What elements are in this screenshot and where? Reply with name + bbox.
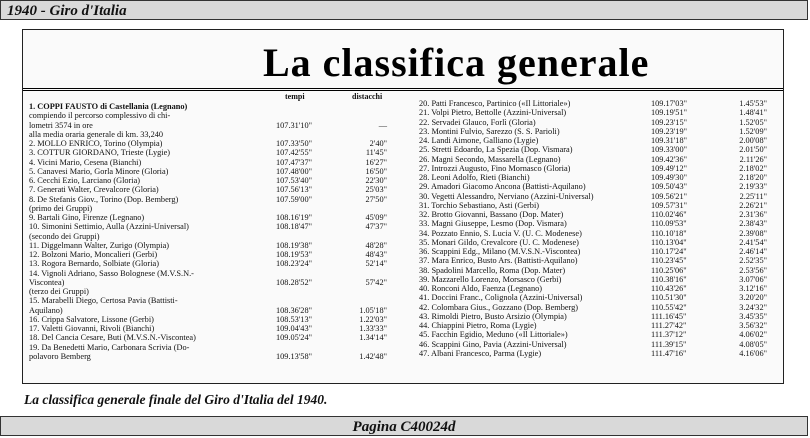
rider-entry: 31. Torchio Sebastiano, Asti (Gerbi) <box>419 200 540 210</box>
column-header-distacchi: distacchi <box>352 92 383 101</box>
rider-entry: (terzo dei Gruppi) <box>29 287 89 296</box>
rider-entry: 6. Cecchi Ezio, Larciano (Gloria) <box>29 176 141 185</box>
standings-row <box>419 275 779 284</box>
standings-row <box>29 195 411 204</box>
standings-row <box>419 145 779 154</box>
total-time: 107.56'13" <box>276 185 312 195</box>
total-time: 107.48'00" <box>276 166 312 176</box>
time-gap: 2.00'08" <box>739 136 767 145</box>
total-time: 109.05'24" <box>276 333 312 343</box>
total-time: 108.19'38" <box>276 240 312 250</box>
time-gap: 2.38'43" <box>739 219 767 229</box>
rider-entry: 15. Marabelli Diego, Certosa Pavia (Battisti- <box>29 296 178 306</box>
photo-caption: La classifica generale finale del Giro d'Italia del 1940. <box>24 392 328 407</box>
standings-row <box>29 130 411 139</box>
time-gap: 3.56'32" <box>739 321 767 330</box>
rider-entry: 27. Introzzi Augusto, Fino Mornasco (Gloria) <box>419 163 571 173</box>
time-gap: 1.33'33" <box>359 324 387 333</box>
time-gap: 25'03" <box>365 185 387 195</box>
total-time: 111.16'45" <box>651 311 687 321</box>
total-time: 111.47'16" <box>651 348 687 358</box>
rider-entry: 22. Servadei Glauco, Forlì (Gloria) <box>419 117 536 127</box>
rider-entry: 18. Del Cancia Cesare, Buti (M.V.S.N.-Viscontea) <box>29 333 196 343</box>
standings-row <box>419 182 779 191</box>
rider-entry: 16. Crippa Salvatore, Lissone (Gerbi) <box>29 314 154 324</box>
rider-entry: 40. Ronconi Aldo, Faenza (Legnano) <box>419 284 543 293</box>
time-gap: 1.45'53" <box>739 99 767 108</box>
total-time: 109.49'30" <box>651 173 687 182</box>
time-gap: 52'14" <box>365 259 387 269</box>
page-footer-label: Pagina C40024d <box>352 419 456 435</box>
rider-entry: 5. Canavesi Mario, Gorla Minore (Gloria) <box>29 166 169 176</box>
standings-row <box>29 296 411 305</box>
time-gap: 2.53'56" <box>739 265 767 275</box>
total-time: 109.23'15" <box>651 117 687 127</box>
total-time: 111.27'42" <box>651 321 687 330</box>
total-time: 110.51'30" <box>651 293 687 303</box>
time-gap: 2.39'08" <box>739 228 767 238</box>
time-gap: 1.05'18" <box>359 305 387 315</box>
standings-row <box>29 185 411 194</box>
standings-right-column <box>419 99 779 358</box>
rider-entry: 45. Facchin Egidio, Meduno («Il Littoriale») <box>419 330 568 340</box>
rider-entry: Viscontea) <box>29 277 65 287</box>
rider-entry: 41. Doccini Franc., Colignola (Azzini-Universal) <box>419 293 583 303</box>
time-gap: 16'27" <box>365 157 387 167</box>
standings-row <box>29 306 411 315</box>
total-time: 108.16'19" <box>276 213 312 222</box>
time-gap: 3.24'32" <box>739 302 767 312</box>
rider-entry: polavoro Bemberg <box>29 351 91 361</box>
standings-row <box>419 99 779 108</box>
time-gap: 2.11'26" <box>739 154 767 164</box>
standings-row <box>29 343 411 352</box>
total-time: 110.43'26" <box>651 284 687 293</box>
rider-entry: 12. Bolzoni Mario, Moncalieri (Gerbi) <box>29 250 158 259</box>
time-gap: 48'28" <box>365 240 387 250</box>
total-time: 107.47'37" <box>276 157 312 167</box>
rider-entry: 42. Colombara Gius., Gozzano (Dop. Bemberg) <box>419 302 579 312</box>
page-header-title: 1940 - Giro d'Italia <box>7 3 127 19</box>
rider-entry: (secondo dei Gruppi) <box>29 231 100 241</box>
time-gap: 2.52'35" <box>739 256 767 266</box>
column-header-tempi: tempi <box>285 92 305 101</box>
total-time: 110.17'24" <box>651 247 687 256</box>
standings-row <box>29 250 411 259</box>
rider-entry: 4. Vicini Mario, Cesena (Bianchi) <box>29 157 142 167</box>
standings-row <box>29 204 411 213</box>
standings-row <box>29 158 411 167</box>
standings-row <box>419 284 779 293</box>
rider-entry: 2. MOLLO ENRICO, Torino (Olympia) <box>29 139 163 148</box>
total-time: 109.42'36" <box>651 154 687 164</box>
total-time: 110.23'45" <box>651 256 687 266</box>
time-gap: 2.19'33" <box>739 182 767 192</box>
standings-row <box>419 321 779 330</box>
standings-row <box>419 229 779 238</box>
standings-row <box>419 312 779 321</box>
rider-entry: 33. Magni Giuseppe, Lesmo (Dop. Vismara) <box>419 219 567 229</box>
standings-row <box>419 210 779 219</box>
time-gap: 27'50" <box>365 194 387 204</box>
time-gap: 3.20'20" <box>739 293 767 303</box>
standings-row <box>29 213 411 222</box>
time-gap: — <box>378 120 387 130</box>
standings-row <box>419 256 779 265</box>
standings-row <box>419 238 779 247</box>
time-gap: 2.41'54" <box>739 237 767 247</box>
headline-rule <box>23 88 783 91</box>
rider-entry: 28. Leoni Adolfo, Rieti (Bianchi) <box>419 173 530 182</box>
time-gap: 4.06'02" <box>739 330 767 340</box>
rider-entry: 26. Magni Secondo, Massarella (Legnano) <box>419 154 561 164</box>
total-time: 109.50'43" <box>651 182 687 192</box>
standings-row <box>419 173 779 182</box>
rider-entry: 9. Bartali Gino, Firenze (Legnano) <box>29 213 145 222</box>
rider-entry: compiendo il percorso complessivo di chi- <box>29 111 171 121</box>
time-gap: 2.18'02" <box>739 163 767 173</box>
rider-entry: alla media oraria generale di km. 33,240 <box>29 129 164 139</box>
standings-row <box>29 167 411 176</box>
standings-row <box>419 247 779 256</box>
rider-entry: 8. De Stefanis Giov., Torino (Dop. Bemberg) <box>29 194 179 204</box>
time-gap: 1.52'09" <box>739 126 767 136</box>
standings-row <box>29 222 411 231</box>
time-gap: 2.25'11" <box>739 191 767 201</box>
rider-entry: 20. Patti Francesco, Partinico («Il Littoriale») <box>419 99 571 108</box>
rider-entry: lometri 3574 in ore <box>29 120 93 130</box>
standings-row <box>29 352 411 361</box>
standings-row <box>419 118 779 127</box>
time-gap: 3.07'06" <box>739 274 767 284</box>
total-time: 108.36'28" <box>276 305 312 315</box>
total-time: 108.18'47" <box>276 222 312 232</box>
standings-row <box>29 102 411 111</box>
rider-entry: 39. Mazzarello Lorenzo, Morsasco (Gerbi) <box>419 274 562 284</box>
time-gap: 2.26'21" <box>739 200 767 210</box>
standings-row <box>29 139 411 148</box>
time-gap: 2.46'14" <box>739 247 767 256</box>
total-time: 111.37'12" <box>651 330 687 340</box>
standings-row <box>419 108 779 117</box>
rider-entry: 3. COTTUR GIORDANO, Trieste (Lygie) <box>29 148 171 158</box>
total-time: 109.04'43" <box>276 324 312 333</box>
standings-row <box>419 155 779 164</box>
standings-row <box>419 349 779 358</box>
standings-row <box>29 278 411 287</box>
total-time: 108.23'24" <box>276 259 312 269</box>
time-gap: 1.22'03" <box>359 314 387 324</box>
standings-row <box>419 293 779 302</box>
standings-row <box>29 111 411 120</box>
rider-entry: 34. Pozzato Ennio, S. Lucia V. (U. C. Modenese) <box>419 228 582 238</box>
rider-entry: 17. Valetti Giovanni, Rivoli (Bianchi) <box>29 324 155 333</box>
total-time: 108.53'13" <box>276 314 312 324</box>
standings-row <box>419 192 779 201</box>
time-gap: 2.18'20" <box>739 173 767 182</box>
time-gap: 57'42" <box>365 277 387 287</box>
rider-entry: 13. Rogora Bernardo, Solbiate (Gloria) <box>29 259 159 269</box>
rider-entry: 36. Scappini Edg., Milano (M.V.S.N.-Viscontea) <box>419 247 581 256</box>
total-time: 109.33'00" <box>651 145 687 155</box>
total-time: 107.53'40" <box>276 176 312 185</box>
total-time: 110.09'53" <box>651 219 687 229</box>
total-time: 107.33'50" <box>276 139 312 148</box>
rider-entry: 11. Diggelmann Walter, Zurigo (Olympia) <box>29 240 170 250</box>
time-gap: 1.52'05" <box>739 117 767 127</box>
standings-row <box>29 324 411 333</box>
total-time: 110.25'06" <box>651 265 687 275</box>
rider-entry: 29. Amadori Giacomo Ancona (Battisti-Aquilano) <box>419 182 586 192</box>
standings-row <box>419 201 779 210</box>
standings-row <box>419 303 779 312</box>
time-gap: 4.16'06" <box>739 348 767 358</box>
rider-entry: 37. Mara Enrico, Busto Ars. (Battisti-Aquilano) <box>419 256 578 266</box>
newspaper-clipping <box>22 29 784 384</box>
page-header-bar <box>0 0 808 20</box>
total-time: 108.28'52" <box>276 277 312 287</box>
time-gap: 45'09" <box>365 213 387 222</box>
total-time: 111.39'15" <box>651 339 687 349</box>
time-gap: 1.34'14" <box>359 333 387 343</box>
standings-row <box>29 176 411 185</box>
rider-entry: 1. COPPI FAUSTO di Castellania (Legnano) <box>29 102 188 111</box>
total-time: 109.17'03" <box>651 99 687 108</box>
total-time: 109.19'51" <box>651 108 687 118</box>
time-gap: 48'43" <box>365 250 387 259</box>
standings-row <box>29 315 411 324</box>
total-time: 107.31'10" <box>276 120 312 130</box>
time-gap: 2.01'50" <box>739 145 767 155</box>
standings-row <box>29 148 411 157</box>
clipping-headline: La classifica generale <box>263 40 650 85</box>
time-gap: 1.42'48" <box>359 351 387 361</box>
total-time: 110.02'46" <box>651 210 687 219</box>
rider-entry: 10. Simonini Settimio, Aulla (Azzini-Universal) <box>29 222 189 232</box>
total-time: 107.59'00" <box>276 194 312 204</box>
time-gap: 16'50" <box>365 166 387 176</box>
total-time: 110.38'16" <box>651 274 687 284</box>
rider-entry: 47. Albani Francesco, Parma (Lygie) <box>419 348 542 358</box>
rider-entry: 7. Generati Walter, Crevalcore (Gloria) <box>29 185 159 195</box>
standings-row <box>419 136 779 145</box>
standings-row <box>29 269 411 278</box>
time-gap: 11'45" <box>365 148 387 158</box>
rider-entry: 44. Chiappini Pietro, Roma (Lygie) <box>419 321 537 330</box>
standings-row <box>29 241 411 250</box>
total-time: 109.56'21" <box>651 191 687 201</box>
standings-row <box>419 127 779 136</box>
time-gap: 2.31'36" <box>739 210 767 219</box>
time-gap: 3.12'16" <box>739 284 767 293</box>
standings-left-column <box>29 102 411 361</box>
total-time: 110.13'04" <box>651 237 687 247</box>
time-gap: 22'30" <box>365 176 387 185</box>
rider-entry: 19. Da Benedetti Mario, Carbonara Scrivia (Do- <box>29 342 190 352</box>
rider-entry: 25. Stretti Edoardo, La Spezia (Dop. Vismara) <box>419 145 573 155</box>
rider-entry: 23. Montini Fulvio, Sarezzo (S. S. Parioli) <box>419 126 560 136</box>
time-gap: 3.45'35" <box>739 311 767 321</box>
standings-row <box>419 219 779 228</box>
rider-entry: 38. Spadolini Marcello, Roma (Dop. Mater) <box>419 265 566 275</box>
total-time: 108.19'53" <box>276 250 312 259</box>
rider-entry: 30. Vegetti Alessandro, Nerviano (Azzini-Universal) <box>419 191 594 201</box>
total-time: 109.23'19" <box>651 126 687 136</box>
standings-row <box>29 232 411 241</box>
standings-row <box>419 340 779 349</box>
total-time: 110.10'18" <box>651 228 687 238</box>
time-gap: 47'37" <box>365 222 387 232</box>
total-time: 109.13'58" <box>276 351 312 361</box>
rider-entry: 21. Volpi Pietro, Bettolle (Azzini-Universal) <box>419 108 567 118</box>
rider-entry: 35. Monari Gildo, Crevalcore (U. C. Modenese) <box>419 237 579 247</box>
rider-entry: 32. Brotto Giovanni, Bassano (Dop. Mater) <box>419 210 564 219</box>
rider-entry: (primo dei Gruppi) <box>29 203 93 213</box>
total-time: 109.31'18" <box>651 136 687 145</box>
standings-row <box>419 164 779 173</box>
rider-entry: 43. Rimoldi Pietro, Busto Arsizio (Olympia) <box>419 311 567 321</box>
standings-row <box>29 121 411 130</box>
total-time: 109.57'31" <box>651 200 687 210</box>
page-footer-bar <box>0 416 808 436</box>
total-time: 109.49'12" <box>651 163 687 173</box>
rider-entry: 14. Vignoli Adriano, Sasso Bolognese (M.V.S.N.- <box>29 268 194 278</box>
total-time: 110.55'42" <box>651 302 687 312</box>
standings-row <box>29 287 411 296</box>
standings-row <box>419 330 779 339</box>
standings-row <box>29 333 411 342</box>
time-gap: 2'40" <box>369 139 387 148</box>
time-gap: 1.48'41" <box>739 108 767 118</box>
rider-entry: 46. Scappini Gino, Pavia (Azzini-Universal) <box>419 339 567 349</box>
total-time: 107.42'55" <box>276 148 312 158</box>
rider-entry: 24. Landi Aimone, Galliano (Lygie) <box>419 136 539 145</box>
rider-entry: Aquilano) <box>29 305 63 315</box>
standings-row <box>419 266 779 275</box>
standings-row <box>29 259 411 268</box>
time-gap: 4.08'05" <box>739 339 767 349</box>
